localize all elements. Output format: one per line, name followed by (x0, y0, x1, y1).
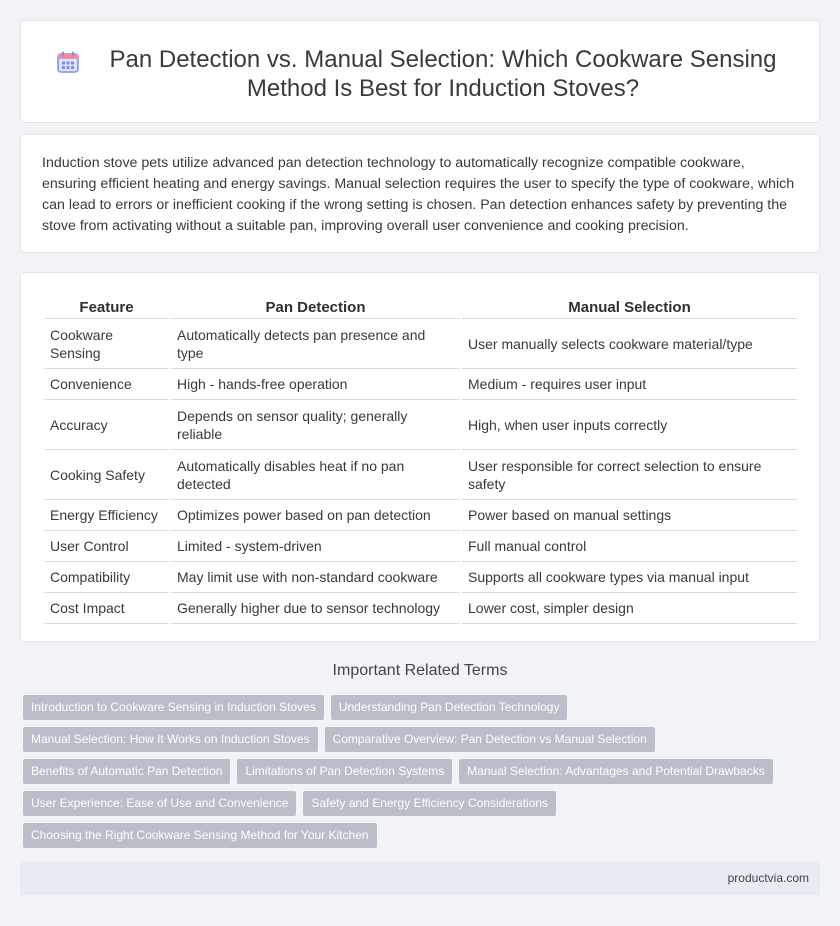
row-pan-detection: Limited - system-driven (171, 531, 460, 562)
row-feature: Energy Efficiency (44, 500, 169, 531)
row-feature: Compatibility (44, 562, 169, 593)
related-term-tag[interactable]: Manual Selection: Advantages and Potential Drawbacks (459, 759, 773, 784)
table-row (44, 319, 797, 369)
related-term-tag[interactable]: Introduction to Cookware Sensing in Induction Stoves (23, 695, 324, 720)
row-feature: Cookware Sensing (44, 319, 169, 369)
row-manual-selection: User responsible for correct selection to ensure safety (462, 450, 797, 500)
row-pan-detection: Depends on sensor quality; generally reliable (171, 400, 460, 450)
row-manual-selection: Full manual control (462, 531, 797, 562)
row-feature: Convenience (44, 369, 169, 400)
row-manual-selection: Power based on manual settings (462, 500, 797, 531)
row-pan-detection: May limit use with non-standard cookware (171, 562, 460, 593)
intro-paragraph: Induction stove pets utilize advanced pan detection technology to automatically recognize compatible cookware, ensuring efficient heating and energy savings. Manual selection requires the user to specify the type of cookware, which can lead to errors or inefficient cooking if the wrong setting is chosen. Pan detection enhances safety by preventing the stove from activating without a suitable pan, improving overall user convenience and cooking precision. (42, 155, 795, 234)
row-manual-selection: Lower cost, simpler design (462, 593, 797, 624)
related-term-tag[interactable]: Choosing the Right Cookware Sensing Method for Your Kitchen (23, 823, 377, 848)
table-row (44, 562, 797, 593)
header-feature: Feature (44, 295, 169, 319)
table-row (44, 400, 797, 450)
related-term-tag[interactable]: User Experience: Ease of Use and Convenience (23, 791, 296, 816)
row-pan-detection: Automatically detects pan presence and type (171, 319, 460, 369)
page-title: Pan Detection vs. Manual Selection: Which Cookware Sensing Method Is Best for Induction Stoves? (109, 46, 777, 102)
related-term-tag[interactable]: Manual Selection: How It Works on Induction Stoves (23, 727, 318, 752)
row-pan-detection: High - hands-free operation (171, 369, 460, 400)
intro-card (20, 134, 820, 253)
table-row (44, 593, 797, 624)
related-term-tag[interactable]: Benefits of Automatic Pan Detection (23, 759, 230, 784)
row-feature: Cost Impact (44, 593, 169, 624)
row-manual-selection: Supports all cookware types via manual input (462, 562, 797, 593)
related-terms-heading: Important Related Terms (332, 662, 508, 679)
calendar-icon (57, 51, 79, 73)
comparison-table-card (20, 272, 820, 642)
row-pan-detection: Generally higher due to sensor technology (171, 593, 460, 624)
table-header-row (44, 295, 797, 319)
related-term-tag[interactable]: Comparative Overview: Pan Detection vs Manual Selection (325, 727, 655, 752)
row-manual-selection: Medium - requires user input (462, 369, 797, 400)
related-term-tag[interactable]: Understanding Pan Detection Technology (331, 695, 568, 720)
related-terms-list (23, 695, 803, 855)
title-wrap (21, 45, 819, 103)
related-term-tag[interactable]: Safety and Energy Efficiency Considerations (303, 791, 556, 816)
related-term-tag[interactable]: Limitations of Pan Detection Systems (237, 759, 452, 784)
table-row (44, 450, 797, 500)
table-row (44, 531, 797, 562)
title-card (20, 20, 820, 123)
footer-site-name[interactable]: productvia.com (20, 862, 820, 895)
table-row (44, 500, 797, 531)
row-pan-detection: Optimizes power based on pan detection (171, 500, 460, 531)
comparison-table (42, 295, 799, 624)
row-feature: User Control (44, 531, 169, 562)
header-pan-detection: Pan Detection (171, 295, 460, 319)
table-row (44, 369, 797, 400)
row-manual-selection: High, when user inputs correctly (462, 400, 797, 450)
row-pan-detection: Automatically disables heat if no pan detected (171, 450, 460, 500)
row-feature: Cooking Safety (44, 450, 169, 500)
row-manual-selection: User manually selects cookware material/type (462, 319, 797, 369)
header-manual-selection: Manual Selection (462, 295, 797, 319)
row-feature: Accuracy (44, 400, 169, 450)
